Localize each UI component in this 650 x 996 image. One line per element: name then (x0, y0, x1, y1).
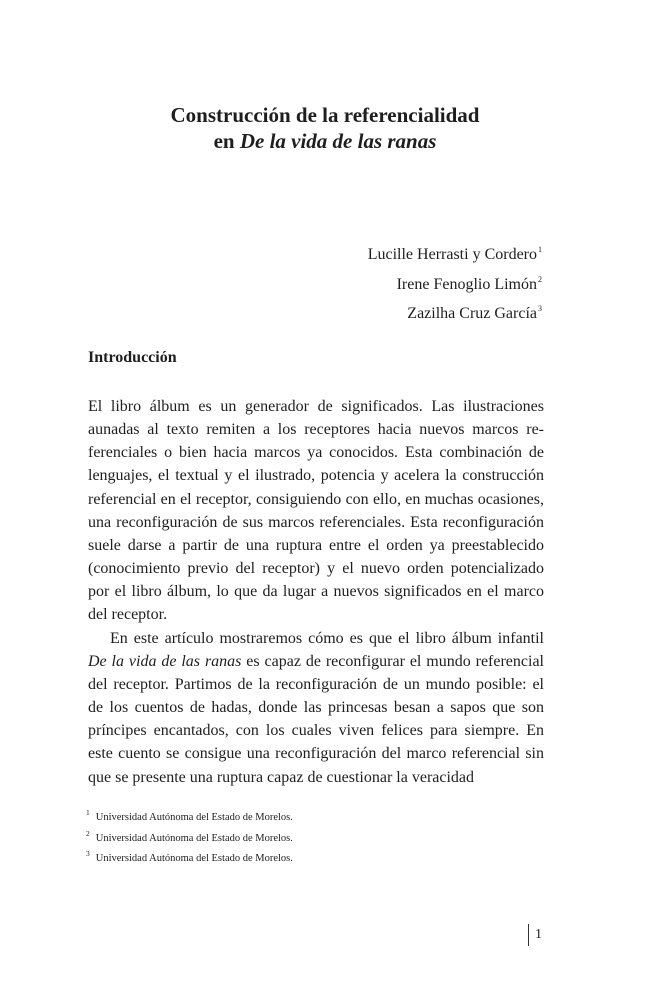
body-text (88, 395, 544, 789)
author (368, 297, 542, 327)
paragraph-text: es capaz de reconfigurar el mundo referencial del receptor. Partimos de la reconfiguración de un mundo posible: el de los cuentos de hadas, donde las princesas besan a sapos que son príncipes encantados, con los cuales viven felices para siempre. En este cuento se consigue una reconfiguración del marco referencial sin que se presente una ruptura capaz de cuestionar la veracidad (88, 652, 545, 786)
section-heading: Introducción (88, 349, 177, 366)
article-title (0, 102, 650, 154)
footnote-text: Universidad Autónoma del Estado de Morelos. (95, 832, 293, 844)
footnote-ref: 1 (538, 245, 542, 254)
author-name: Irene Fenoglio Limón (396, 275, 537, 293)
author-list (368, 238, 542, 327)
footnote-ref: 2 (538, 274, 542, 284)
author-name: Zazilha Cruz García (407, 305, 537, 322)
title-line-2-prefix: en (213, 129, 240, 153)
author (368, 238, 542, 268)
footnote-number: 3 (86, 849, 90, 858)
footnote (86, 846, 293, 867)
footnote-number: 1 (86, 808, 90, 817)
book-title-inline: De la vida de las ranas (88, 652, 242, 670)
footnote-text: Universidad Autónoma del Estado de Morelos. (95, 853, 293, 864)
footnote-text: Universidad Autónoma del Estado de Morelos. (95, 812, 293, 823)
paragraph: El libro álbum es un generador de significados. Las ilustraciones aunadas al texto remiten a los receptores hacia nuevos marcos referenciales o bien hacia marcos ya conocidos. Esta combinación de lenguajes, el textual y el ilustrado, potencia y acelera la construcción referencial en el receptor, consiguiendo con ello, en muchas ocasiones, una reconfiguración de sus marcos referenciales. Esta reconfiguración suele darse a partir de una ruptura entre el orden ya preestablecido (conocimiento previo del receptor) y el nuevo orden potencializado por el libro álbum, lo que da lugar a nuevos significados en el marco del receptor. (88, 398, 544, 624)
author-name: Lucille Herrasti y Cordero (367, 246, 537, 263)
footnote-ref: 3 (538, 304, 542, 313)
title-line-2 (0, 128, 650, 154)
paragraph (88, 627, 544, 789)
paragraph-text: En este artículo mostraremos cómo es que el libro álbum infantil (110, 629, 544, 647)
footnotes (86, 805, 293, 867)
author (368, 268, 542, 298)
footnote-number: 2 (86, 828, 90, 838)
page-number: 1 (528, 924, 542, 946)
footnote (86, 805, 293, 826)
book-title: De la vida de las ranas (239, 129, 437, 153)
footnote (86, 826, 293, 847)
title-line-1: Construcción de la referencialidad (170, 103, 480, 127)
